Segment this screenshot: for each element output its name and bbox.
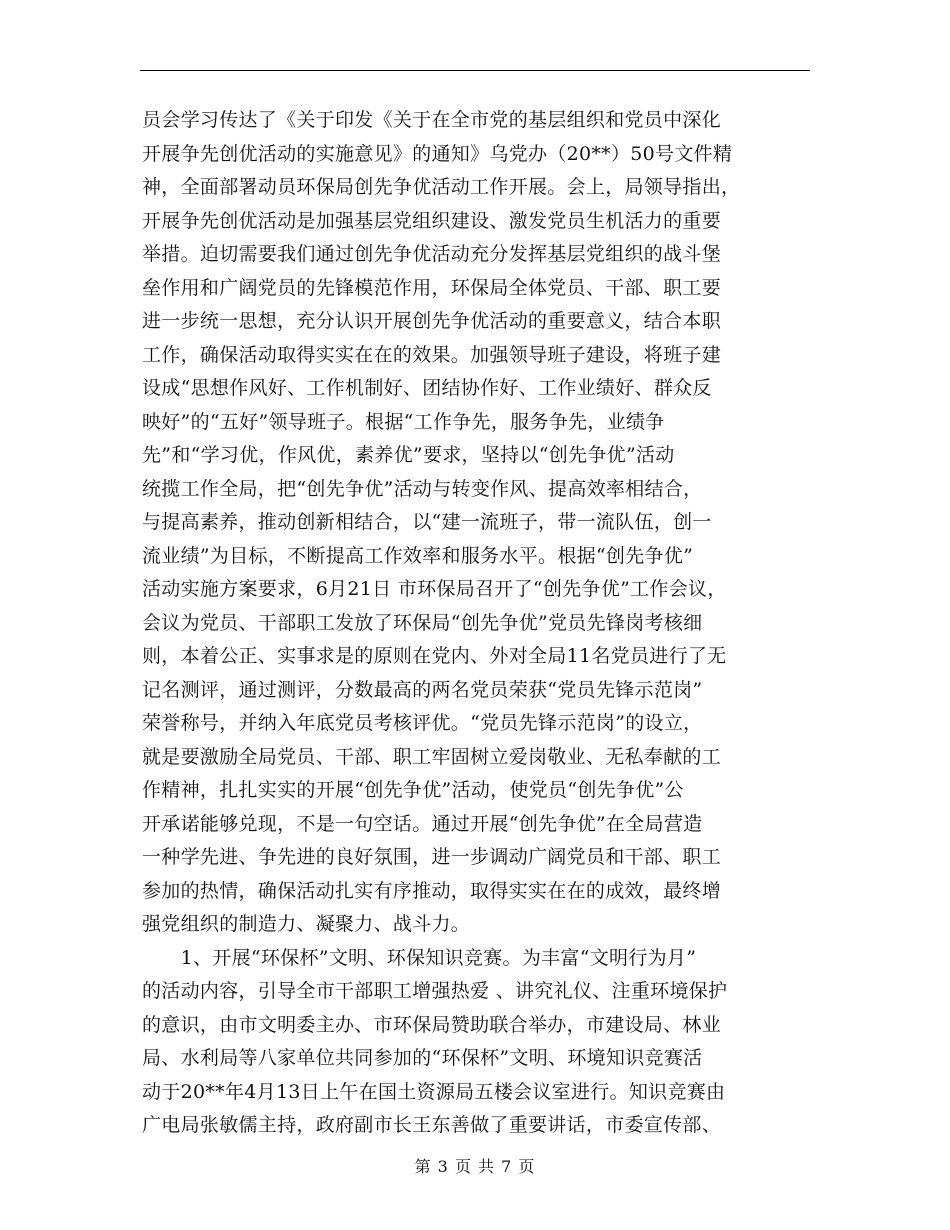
text-line: 垒作用和广阔党员的先锋模范作用，环保局全体党员、干部、职工要 (142, 276, 722, 299)
text-line: 就是要激励全局党员、干部、职工牢固树立爱岗敬业、无私奉献的工 (142, 745, 722, 768)
text-line: 局、水利局等八家单位共同参加的“环保杯”文明、环境知识竞赛活 (142, 1047, 703, 1069)
text-line: 参加的热情，确保活动扎实有序推动，取得实实在在的成效，最终增 (142, 879, 722, 902)
text-line: 的意识，由市文明委主办、市环保局赞助联合举办，市建设局、林业 (142, 1013, 722, 1036)
text-line: 动于20**年4月13日上午在国土资源局五楼会议室进行。知识竞赛由 (142, 1080, 726, 1103)
text-line: 工作，确保活动取得实实在在的效果。加强领导班子建设，将班子建 (142, 343, 722, 366)
text-line: 强党组织的制造力、凝聚力、战斗力。 (142, 913, 471, 935)
text-line: 活动实施方案要求，6月21日 市环保局召开了“创先争优”工作会议， (142, 578, 727, 600)
text-line: 员会学习传达了《关于印发《关于在全市党的基层组织和党员中深化 (142, 109, 722, 131)
page-footer: 第 3 页 共 7 页 (414, 1157, 536, 1176)
header-rule (140, 70, 810, 71)
text-line: 与提高素养，推动创新相结合，以“建一流班子，带一流队伍，创一 (142, 511, 712, 533)
text-line: 统揽工作全局，把“创先争优”活动与转变作风、提高效率相结合， (142, 477, 703, 500)
text-line: 先”和“学习优，作风优，素养优”要求，坚持以“创先争优”活动 (142, 444, 675, 466)
text-line: 则，本着公正、实事求是的原则在党内、外对全局11名党员进行了无 (142, 645, 727, 667)
body-text (142, 104, 822, 1143)
text-line: 开承诺能够兑现，不是一句空话。通过开展“创先争优”在全局营造 (142, 812, 703, 835)
text-line: 荣誉称号，并纳入年底党员考核评优。“党员先锋示范岗”的设立， (142, 712, 703, 734)
text-line: 举措。迫切需要我们通过创先争优活动充分发挥基层党组织的战斗堡 (142, 243, 722, 265)
text-line: 的活动内容，引导全市干部职工增强热爱 、讲究礼仪、注重环境保护 (142, 980, 728, 1002)
text-line: 开展争先创优活动的实施意见》的通知》乌党办（20**）50号文件精 (142, 142, 733, 165)
text-line: 一种学先进、争先进的良好氛围，进一步调动广阔党员和干部、职工 (142, 846, 722, 868)
text-line: 1、开展“环保杯”文明、环保知识竞赛。为丰富“文明行为月” (142, 946, 697, 969)
text-line: 进一步统一思想，充分认识开展创先争优活动的重要意义，结合本职 (142, 310, 722, 332)
text-line: 流业绩”为目标，不断提高工作效率和服务水平。根据“创先争优” (142, 544, 694, 567)
text-line: 设成“思想作风好、工作机制好、团结协作好、工作业绩好、群众反 (142, 377, 712, 399)
text-line: 映好”的“五好”领导班子。根据“工作争先，服务争先，业绩争 (142, 410, 665, 433)
text-line: 神，全面部署动员环保局创先争优活动工作开展。会上，局领导指出， (142, 176, 741, 198)
text-line: 开展争先创优活动是加强基层党组织建设、激发党员生机活力的重要 (142, 209, 722, 232)
text-line: 会议为党员、干部职工发放了环保局“创先争优”党员先锋岗考核细 (142, 611, 703, 634)
text-line: 广电局张敏儒主持，政府副市长王东善做了重要讲话，市委宣传部、 (142, 1114, 722, 1136)
text-line: 记名测评，通过测评，分数最高的两名党员荣获“党员先锋示范岗” (142, 678, 703, 701)
text-line: 作精神，扎扎实实的开展“创先争优”活动，使党员“创先争优”公 (142, 779, 684, 801)
